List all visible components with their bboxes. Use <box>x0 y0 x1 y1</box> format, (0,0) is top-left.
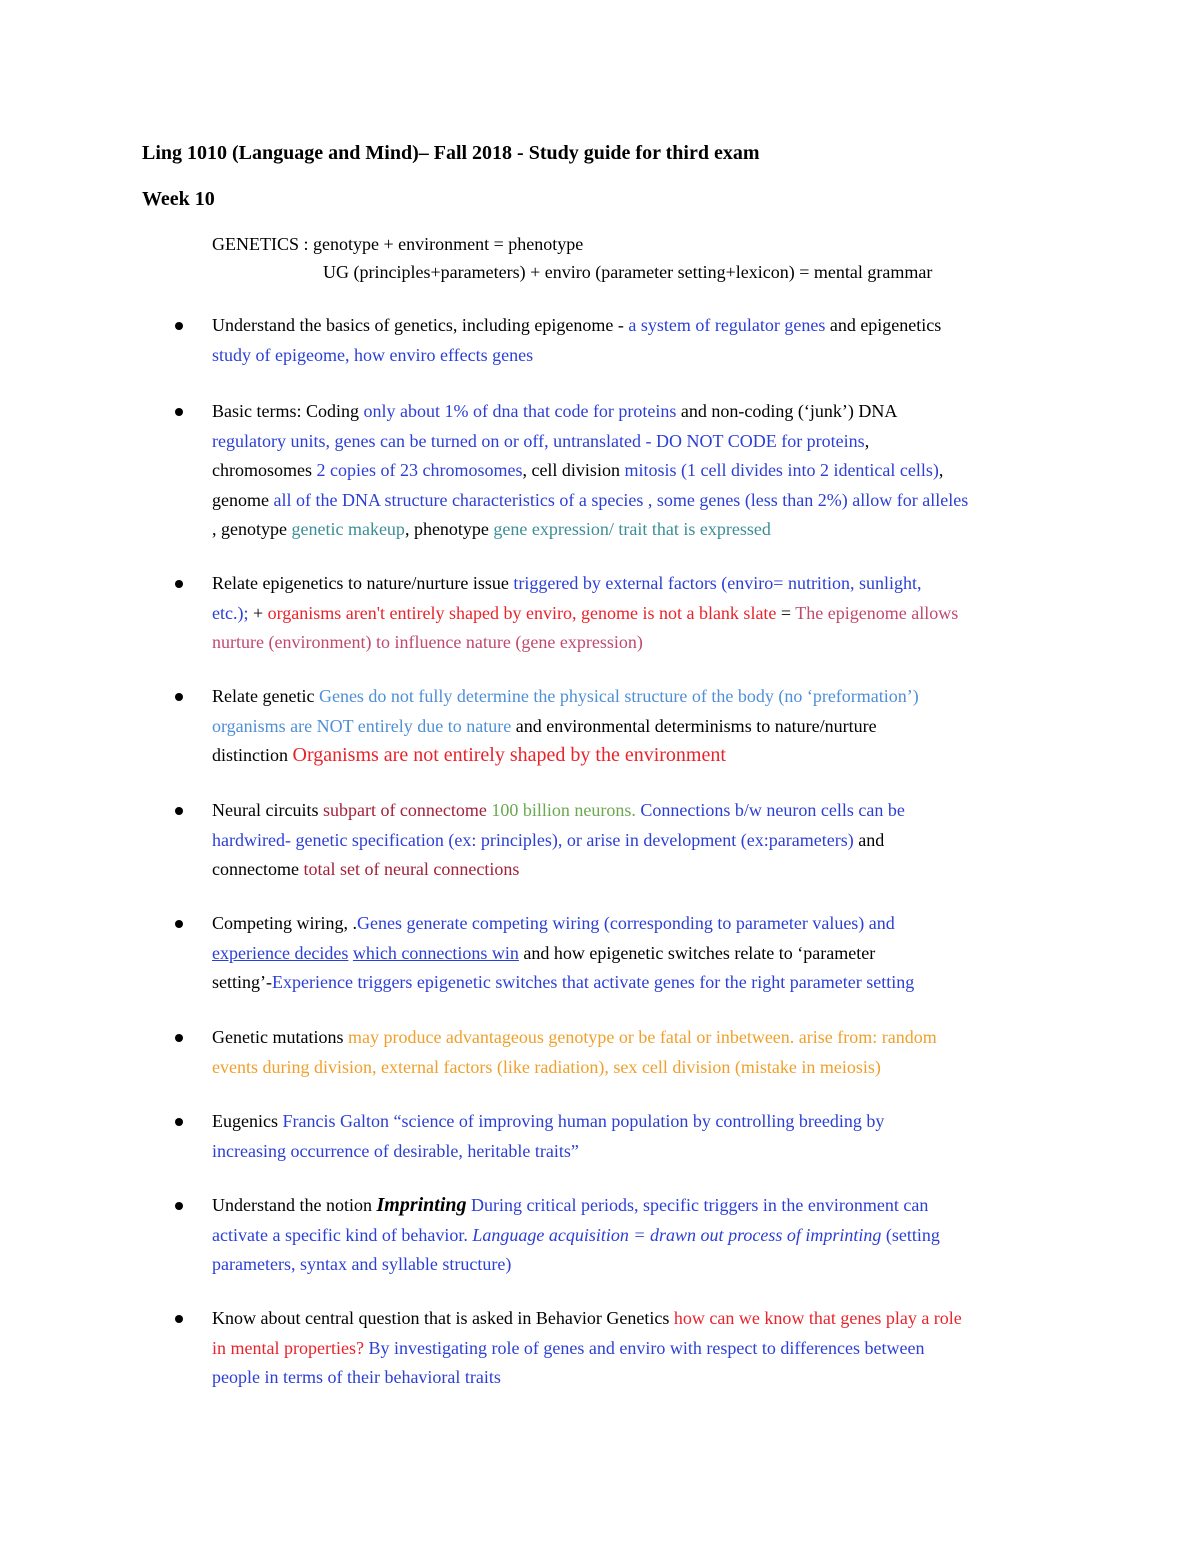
text-span: organisms aren't entirely shaped by enviro, genome is not a blank slate <box>267 602 777 623</box>
text-span: experience decides <box>212 942 349 963</box>
text-span: etc.); <box>212 602 249 623</box>
text-span: organisms are NOT entirely due to nature <box>212 715 512 736</box>
list-item <box>212 311 1062 370</box>
text-span: Understand the notion <box>212 1195 377 1215</box>
text-span: Know about central question that is asked in Behavior Genetics <box>212 1308 674 1328</box>
text-span: Organisms are not entirely shaped by the environment <box>292 744 726 766</box>
list-item-line <box>212 826 1062 856</box>
text-span: distinction <box>212 745 293 765</box>
text-span: events during division, external factors (like radiation), sex cell division (mistake in meiosis) <box>212 1056 881 1077</box>
text-span: Connections b/w neuron cells can be <box>640 800 905 820</box>
list-item-line <box>212 939 1062 969</box>
list-item-line <box>212 456 1062 486</box>
list-item-line <box>212 515 1062 545</box>
list-item <box>212 569 1062 658</box>
bullet-icon <box>175 1315 183 1323</box>
grammar-equation: UG (principles+parameters) + enviro (parameter setting+lexicon) = mental grammar <box>323 262 933 282</box>
text-span: setting’- <box>212 972 272 992</box>
text-span: Genetic mutations <box>212 1027 348 1047</box>
list-item-line <box>212 682 1062 712</box>
text-span: chromosomes <box>212 460 317 480</box>
text-span: and how epigenetic switches relate to ‘parameter <box>518 942 876 963</box>
list-item <box>212 909 1062 998</box>
list-item-line <box>212 1304 1062 1334</box>
text-span: = <box>776 602 796 623</box>
bullet-icon <box>175 1034 183 1042</box>
text-span: study of epigeome, how enviro effects genes <box>212 344 534 365</box>
list-item <box>212 1191 1062 1280</box>
list-item-line <box>212 855 1062 885</box>
text-span: genome <box>212 489 274 510</box>
list-item <box>212 1023 1062 1082</box>
bullet-icon <box>175 408 183 416</box>
list-item-line <box>212 968 1062 998</box>
text-span: total set of neural connections <box>303 859 520 879</box>
list-item <box>212 397 1062 545</box>
text-span: parameters, syntax and syllable structure) <box>212 1254 512 1274</box>
text-span: , cell division <box>522 460 625 480</box>
text-span: During critical periods, specific triggers in the environment can <box>466 1195 929 1215</box>
text-span: Competing wiring, . <box>212 913 357 933</box>
text-span: Experience triggers epigenetic switches that activate genes for the right parameter setting <box>272 972 915 992</box>
text-span: + <box>248 602 268 623</box>
list-item-line <box>212 599 1062 629</box>
text-span: Relate epigenetics to nature/nurture issue <box>212 573 514 593</box>
text-span: how can we know that genes play a role <box>673 1308 962 1328</box>
list-item <box>212 1304 1062 1393</box>
list-item-line <box>212 427 1062 457</box>
list-item-line <box>212 341 1062 371</box>
list-item-line <box>212 1023 1062 1053</box>
list-item-line <box>212 1107 1062 1137</box>
text-span: Understand the basics of genetics, including epigenome - <box>212 315 629 335</box>
list-item-line <box>212 1221 1062 1251</box>
text-span: people in terms of their behavioral traits <box>212 1367 501 1387</box>
text-span: and <box>853 829 885 850</box>
text-span: gene expression/ trait that is expressed <box>493 519 771 539</box>
list-item-line <box>212 909 1062 939</box>
text-span: , genotype <box>212 519 292 539</box>
list-item-line <box>212 1053 1062 1083</box>
bullet-icon <box>175 322 183 330</box>
list-item-line <box>212 569 1062 599</box>
document-title: Ling 1010 (Language and Mind)– Fall 2018 - Study guide for third exam <box>142 142 760 164</box>
text-span: may produce advantageous genotype or be fatal or inbetween. arise from: random <box>347 1027 937 1047</box>
text-span: Genes do not fully determine the physical structure of the body (no ‘preformation’) <box>318 686 919 706</box>
text-span: 100 billion neurons. <box>491 800 636 820</box>
list-item-line <box>212 1250 1062 1280</box>
bullet-icon <box>175 580 183 588</box>
list-item <box>212 796 1062 885</box>
bullet-icon <box>175 807 183 815</box>
text-span: in mental properties? <box>212 1337 364 1358</box>
text-span: regulatory units, genes can be turned on or off, untranslated - DO NOT CODE for proteins <box>212 430 865 451</box>
list-item-line <box>212 741 1062 771</box>
text-span: , <box>938 460 944 480</box>
list-item-line <box>212 628 1062 658</box>
list-item <box>212 682 1062 771</box>
list-item-line <box>212 1334 1062 1364</box>
text-span: subpart of connectome <box>322 800 492 820</box>
text-span: increasing occurrence of desirable, heritable traits” <box>212 1140 579 1161</box>
text-span: activate a specific kind of behavior. <box>212 1224 473 1245</box>
text-span: By investigating role of genes and enviro with respect to differences between <box>368 1337 925 1358</box>
text-span: Neural circuits <box>212 800 323 820</box>
text-span: Francis Galton “science of improving human population by controlling breeding by <box>282 1111 885 1131</box>
list-item-line <box>212 1137 1062 1167</box>
list-item-line <box>212 1363 1062 1393</box>
text-span: Language acquisition = drawn out process of imprinting <box>472 1224 882 1245</box>
text-span: , <box>864 430 870 451</box>
text-span: connectome <box>212 859 304 879</box>
text-span: triggered by external factors (enviro= nutrition, sunlight, <box>513 573 922 593</box>
text-span: and epigenetics <box>829 315 942 335</box>
bullet-icon <box>175 693 183 701</box>
text-span: Eugenics <box>212 1111 283 1131</box>
list-item-line <box>212 397 1062 427</box>
text-span: Relate genetic <box>212 686 319 706</box>
list-item-line <box>212 712 1062 742</box>
text-span: Imprinting <box>376 1194 467 1216</box>
genetics-equation: GENETICS : genotype + environment = phenotype <box>212 234 584 254</box>
text-span: , phenotype <box>404 519 494 539</box>
list-item-line <box>212 486 1062 516</box>
text-span: only about 1% of dna that code for proteins <box>363 401 677 421</box>
list-item-line <box>212 311 1062 341</box>
bullet-icon <box>175 1202 183 1210</box>
list-item-line <box>212 1191 1062 1221</box>
text-span: nurture (environment) to influence nature (gene expression) <box>212 632 643 652</box>
text-span: all of the DNA structure characteristics of a species , some genes (less than 2%) allow for alleles <box>273 489 969 510</box>
text-span: 2 copies of 23 chromosomes <box>316 460 523 480</box>
text-span: hardwired- genetic specification (ex: principles), or arise in development (ex:parameters) <box>212 829 854 850</box>
text-span: genetic makeup <box>291 519 405 539</box>
list-item <box>212 1107 1062 1166</box>
text-span: The epigenome allows <box>795 602 959 623</box>
text-span: (setting <box>881 1224 940 1245</box>
text-span: a system of regulator genes <box>628 315 830 335</box>
text-span: and non-coding (‘junk’) DNA <box>676 401 898 421</box>
week-heading: Week 10 <box>142 188 215 210</box>
text-span: mitosis (1 cell divides into 2 identical cells) <box>624 460 939 480</box>
bullet-icon <box>175 920 183 928</box>
bullet-icon <box>175 1118 183 1126</box>
text-span: which connections win <box>352 942 519 963</box>
list-item-line <box>212 796 1062 826</box>
text-span: Basic terms: Coding <box>212 401 364 421</box>
text-span: and environmental determinisms to nature/nurture <box>511 715 877 736</box>
text-span: Genes generate competing wiring (corresponding to parameter values) and <box>357 913 895 933</box>
